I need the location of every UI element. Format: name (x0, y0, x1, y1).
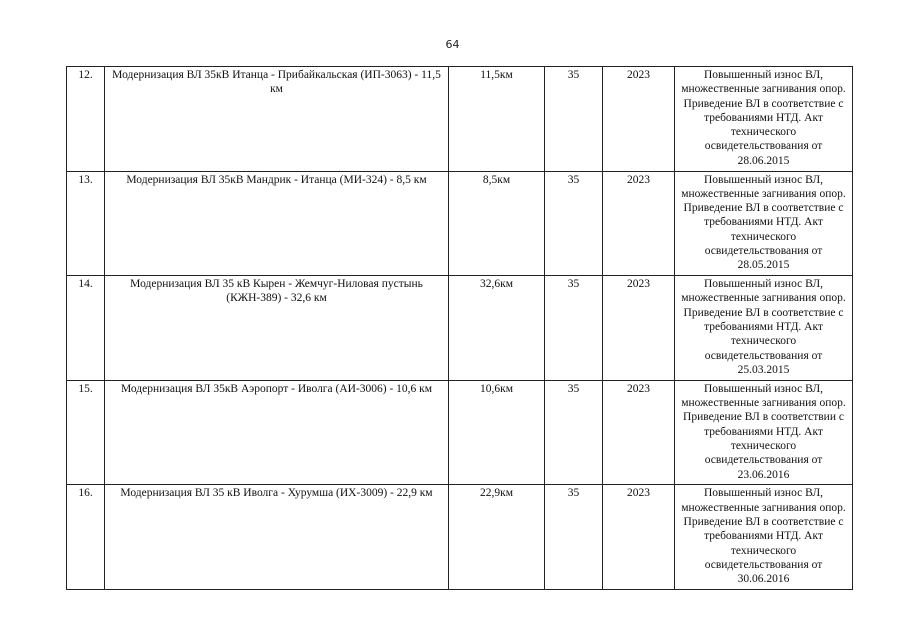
reason-cell: Повышенный износ ВЛ, множественные загнивания опор. Приведение ВЛ в соответствие с требованиями НТД. Акт технического освидетельствования от 30.06.2016 (675, 485, 853, 590)
table-row (67, 171, 853, 276)
row-number-cell: 15. (67, 380, 105, 485)
year-cell: 2023 (603, 67, 675, 172)
row-number-cell: 13. (67, 171, 105, 276)
data-table (66, 66, 853, 590)
year-cell: 2023 (603, 171, 675, 276)
line-length-cell: 11,5км (449, 67, 545, 172)
year-cell: 2023 (603, 485, 675, 590)
line-name-cell: Модернизация ВЛ 35 кВ Кырен - Жемчуг-Ниловая пустынь (КЖН-389) - 32,6 км (105, 276, 449, 381)
reason-cell: Повышенный износ ВЛ, множественные загнивания опор. Приведение ВЛ в соответствие с требованиями НТД. Акт технического освидетельствования от 28.05.2015 (675, 171, 853, 276)
line-name-cell: Модернизация ВЛ 35кВ Аэропорт - Иволга (АИ-3006) - 10,6 км (105, 380, 449, 485)
line-name-cell: Модернизация ВЛ 35 кВ Иволга - Хурумша (ИХ-3009) - 22,9 км (105, 485, 449, 590)
table-row (67, 380, 853, 485)
table-row (67, 67, 853, 172)
year-cell: 2023 (603, 276, 675, 381)
line-length-cell: 32,6км (449, 276, 545, 381)
voltage-cell: 35 (545, 67, 603, 172)
table-row (67, 276, 853, 381)
reason-cell: Повышенный износ ВЛ, множественные загнивания опор. Приведение ВЛ в соответствии с требованиями НТД. Акт технического освидетельствования от 23.06.2016 (675, 380, 853, 485)
line-length-cell: 22,9км (449, 485, 545, 590)
reason-cell: Повышенный износ ВЛ, множественные загнивания опор. Приведение ВЛ в соответствие с требованиями НТД. Акт технического освидетельствования от 25.03.2015 (675, 276, 853, 381)
voltage-cell: 35 (545, 380, 603, 485)
line-name-cell: Модернизация ВЛ 35кВ Итанца - Прибайкальская (ИП-3063) - 11,5 км (105, 67, 449, 172)
line-length-cell: 10,6км (449, 380, 545, 485)
voltage-cell: 35 (545, 171, 603, 276)
voltage-cell: 35 (545, 485, 603, 590)
line-length-cell: 8,5км (449, 171, 545, 276)
row-number-cell: 16. (67, 485, 105, 590)
row-number-cell: 12. (67, 67, 105, 172)
year-cell: 2023 (603, 380, 675, 485)
voltage-cell: 35 (545, 276, 603, 381)
line-name-cell: Модернизация ВЛ 35кВ Мандрик - Итанца (МИ-324) - 8,5 км (105, 171, 449, 276)
table-row (67, 485, 853, 590)
row-number-cell: 14. (67, 276, 105, 381)
reason-cell: Повышенный износ ВЛ, множественные загнивания опор. Приведение ВЛ в соответствие с требованиями НТД. Акт технического освидетельствования от 28.06.2015 (675, 67, 853, 172)
page-number: 64 (445, 38, 460, 51)
